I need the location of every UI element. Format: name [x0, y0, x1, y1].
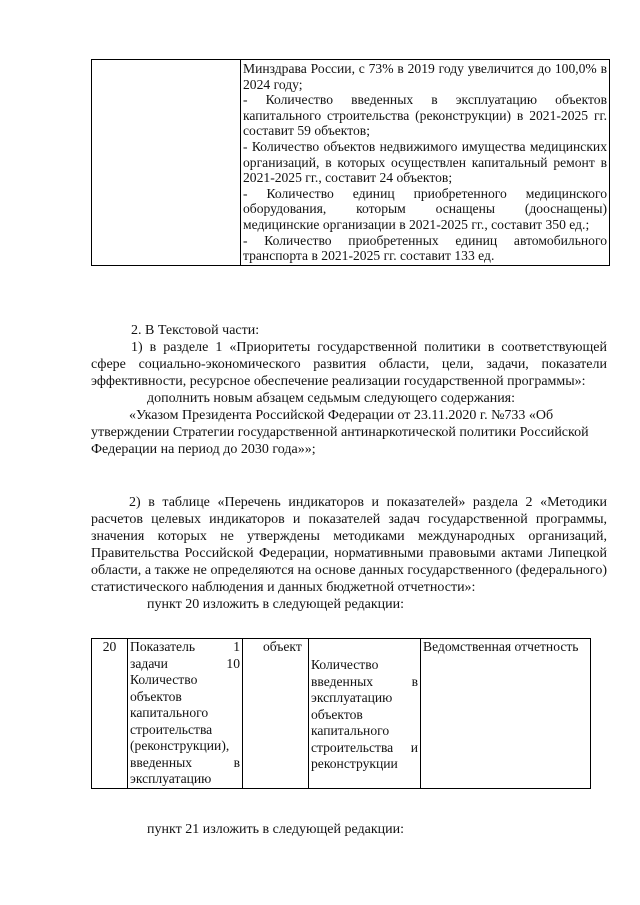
text-block-lower	[91, 494, 607, 613]
continuation-table	[91, 59, 610, 266]
definition-cell	[309, 639, 421, 789]
unit-cell	[243, 639, 309, 789]
text-block-bottom	[91, 821, 607, 838]
table-row	[92, 639, 591, 789]
empty-cell	[92, 60, 241, 266]
paragraph-ukaz: «Указом Президента Российской Федерации от 23.11.2020 г. №733 «Об утверждении Стратегии государственной антинаркотической политики Российской Федерации на период до 2030 года»»;	[91, 408, 589, 457]
paragraph-table-indicators: 2) в таблице «Перечень индикаторов и показателей» раздела 2 «Методики расчетов целевых индикаторов и показателей задач государственной программы, значения которых не утверждены методиками международных организаций, Правительства Российской Федерации, нормативными правовыми актами Липецкой области, а также не определяются на основе данных государственного (федерального) статистического наблюдения и данных бюджетной отчетности»:	[91, 495, 607, 595]
paragraph-point-20: пункт 20 изложить в следующей редакции:	[147, 597, 404, 612]
indicator-name: Показатель 1 задачи 10 Количество объектов капитального строительства (реконструкции), введенных в эксплуатацию	[128, 639, 243, 789]
source-cell: Ведомственная отчетность	[421, 639, 591, 789]
indicator-table	[91, 638, 591, 789]
paragraph-section-1: 1) в разделе 1 «Приоритеты государственной политики в соответствующей сфере социально-экономического развития области, цели, задачи, показатели эффективности, ресурсное обеспечение реализации государственной программы»:	[91, 340, 607, 389]
result-item: - Количество объектов недвижимого имущества медицинских организаций, в которых осуществлен капитальный ремонт в 2021-2025 гг., составит 24 объектов;	[243, 138, 607, 186]
paragraph-point-21: пункт 21 изложить в следующей редакции:	[147, 822, 404, 837]
text-block-upper	[91, 322, 607, 458]
paragraph-text-part: 2. В Текстовой части:	[131, 323, 260, 338]
definition-text: Количество введенных в эксплуатацию объектов капитального строительства и реконструкции	[311, 657, 418, 771]
row-number: 20	[92, 639, 128, 789]
result-item: Минздрава России, с 73% в 2019 году увеличится до 100,0% в 2024 году;	[243, 61, 607, 92]
unit-text: объект	[263, 639, 302, 654]
expected-results-cell	[241, 60, 610, 266]
paragraph-add-abzac: дополнить новым абзацем седьмым следующего содержания:	[147, 391, 516, 406]
result-item: - Количество единиц приобретенного медицинского оборудования, которым оснащены (дооснащены) медицинские организации в 2021-2025 гг., составит 350 ед.;	[243, 185, 607, 232]
result-item: - Количество приобретенных единиц автомобильного транспорта в 2021-2025 гг. составит 133 ед.	[243, 232, 607, 264]
result-item: - Количество введенных в эксплуатацию объектов капитального строительства (реконструкции) в 2021-2025 гг. составит 59 объектов;	[243, 92, 607, 139]
